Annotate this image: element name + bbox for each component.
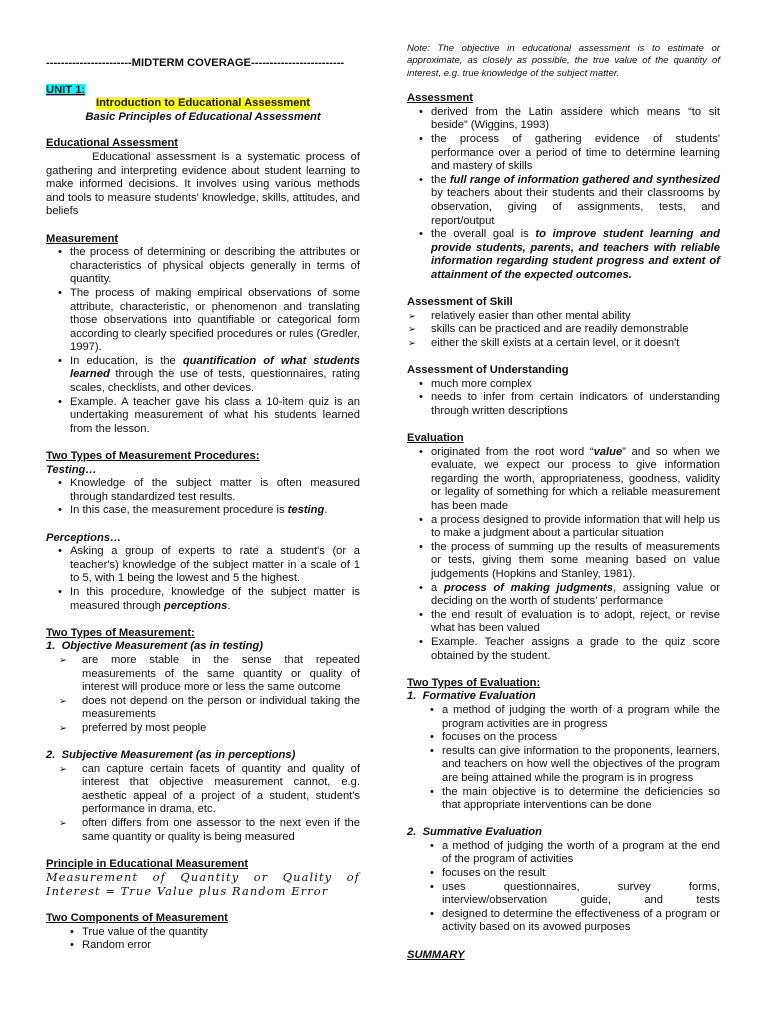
intro-title: Introduction to Educational Assessment (95, 97, 311, 110)
list-item: • In this case, the measurement procedure is testing. (46, 504, 360, 518)
note-paragraph: Note: The objective in educational assessment is to estimate or approximate, as closely as possible, the true value of the quantity of interest, e.g. true knowledge of the subject matter. (407, 43, 720, 79)
assessment-heading: Assessment (407, 92, 473, 105)
formula-line-1: Measurement of Quantity or Quality of (46, 870, 360, 885)
list-item: • results can give information to the proponents, learners, and teachers on how well the objectives of the program are being attained while the program is in progress (418, 745, 720, 786)
list-item: • designed to determine the effectiveness of a program or activity based on its avowed purposes (418, 908, 720, 935)
principle-heading: Principle in Educational Measurement (46, 857, 249, 870)
objective-measurement-title: 1. Objective Measurement (as in testing) (46, 640, 263, 653)
left-column (46, 57, 360, 953)
components-heading: Two Components of Measurement (46, 912, 228, 925)
objective-list (58, 654, 360, 736)
list-item: • a process of making judgments, assigning value or deciding on the worth of students' performance (407, 582, 720, 609)
list-item: • True value of the quantity (58, 926, 360, 940)
right-column (407, 43, 720, 962)
educational-assessment-heading: Educational Assessment (46, 137, 179, 150)
list-item: • a process designed to provide information that will help us to make a judgment about a particular situation (407, 514, 720, 541)
list-item: ➢ skills can be practiced and are readily demonstrable (407, 323, 720, 337)
list-item: • Knowledge of the subject matter is often measured through standardized test results. (46, 477, 360, 504)
list-item: • the process of summing up the results of measurements or tests, giving them some meaning based on value judgements (Hopkins and Stanley, 1981). (407, 541, 720, 582)
assessment-of-understanding-heading: Assessment of Understanding (407, 364, 569, 377)
evaluation-heading: Evaluation (407, 432, 464, 445)
evaluation-list (407, 446, 720, 664)
midterm-coverage-line: -----------------------MIDTERM COVERAGE------------------------- (46, 57, 345, 69)
understanding-list (407, 378, 720, 419)
subjective-measurement-title: 2. Subjective Measurement (as in perceptions) (46, 749, 296, 762)
list-item: • the overall goal is to improve student learning and provide students, parents, and teachers with reliable information regarding student progress and extent of attainment of the expected outcomes. (407, 228, 720, 282)
formative-list (418, 704, 720, 813)
list-item: • Example. A teacher gave his class a 10-item quiz is an undertaking measurement of what his students learned from the lesson. (46, 396, 360, 437)
summative-list (418, 840, 720, 935)
list-item: ➢ does not depend on the person or individual taking the measurements (58, 695, 360, 722)
list-item: • Example. Teacher assigns a grade to the quiz score obtained by the student. (407, 636, 720, 663)
list-item: • the full range of information gathered and synthesized by teachers about their students and their classrooms by observation, giving of assignments, tests, and report/output (407, 174, 720, 228)
list-item: • the process of gathering evidence of students' performance over a period of time to determine learning and mastery of skills (407, 133, 720, 174)
list-item: • the main objective is to determine the deficiencies so that appropriate interventions can be done (418, 786, 720, 813)
list-item: ➢ preferred by most people (58, 722, 360, 736)
list-item: • In education, is the quantification of what students learned through the use of tests, questionnaires, rating scales, checklists, and other devices. (46, 355, 360, 396)
list-item: ➢ relatively easier than other mental ability (407, 310, 720, 324)
perceptions-label: Perceptions… (46, 531, 122, 544)
measurement-heading: Measurement (46, 232, 119, 245)
educational-assessment-body: Educational assessment is a systematic process of gathering and interpreting evidence about student learning to make informed decisions. It involves using various methods and tools to measure students' knowledge, skills, attitudes, and beliefs (46, 150, 360, 218)
testing-list (46, 477, 360, 518)
types-of-evaluation-heading: Two Types of Evaluation: (407, 676, 541, 689)
assessment-list (407, 106, 720, 283)
formative-evaluation-title: 1. Formative Evaluation (407, 690, 536, 703)
types-of-measurement-heading: Two Types of Measurement: (46, 626, 195, 639)
list-item: • derived from the Latin assidere which means “to sit beside” (Wiggins, 1993) (407, 106, 720, 133)
assessment-of-skill-heading: Assessment of Skill (407, 296, 513, 309)
summary-heading: SUMMARY (407, 948, 465, 961)
testing-label: Testing… (46, 463, 97, 476)
components-list (58, 926, 360, 953)
subjective-list (58, 763, 360, 845)
list-item: • Random error (58, 939, 360, 953)
list-item: • uses questionnaires, survey forms, interview/observation guide, and tests (418, 881, 720, 908)
list-item: • a method of judging the worth of a program while the program activities are in progress (418, 704, 720, 731)
unit-label: UNIT 1: (46, 83, 86, 96)
formula-line-2: Interest = True Value plus Random Error (46, 884, 329, 899)
list-item: • much more complex (407, 378, 720, 392)
list-item: • focuses on the process (418, 731, 720, 745)
subtitle: Basic Principles of Educational Assessment (85, 110, 321, 123)
list-item: ➢ are more stable in the sense that repeated measurements of the same quantity or quality of interest will produce more or less the same outcome (58, 654, 360, 695)
summative-evaluation-title: 2. Summative Evaluation (407, 826, 542, 839)
list-item: • Asking a group of experts to rate a student's (or a teacher's) knowledge of the subject matter in a scale of 1 to 5, with 1 being the lowest and 5 the highest. (46, 545, 360, 586)
skill-list (407, 310, 720, 351)
list-item: • the end result of evaluation is to adopt, reject, or revise what has been valued (407, 609, 720, 636)
list-item: • The process of making empirical observations of some attribute, characteristic, or phenomenon and translating those observations into quantifiable or categorical form according to clearly specified procedures or rules (Gredler, 1997). (46, 287, 360, 355)
list-item: ➢ either the skill exists at a certain level, or it doesn't (407, 337, 720, 351)
list-item: • originated from the root word “value” and so when we evaluate, we expect our process to give information regarding the worth, appropriateness, goodness, validity or legality of something for which a reliable measurement has been made (407, 446, 720, 514)
list-item: ➢ can capture certain facets of quantity and quality of interest that objective measurement cannot, e.g. aesthetic appeal of a project of a student, student's performance in drama, etc. (58, 763, 360, 817)
list-item: ➢ often differs from one assessor to the next even if the same quantity or quality is being measured (58, 817, 360, 844)
procedures-heading: Two Types of Measurement Procedures: (46, 450, 260, 463)
list-item: • focuses on the result (418, 867, 720, 881)
list-item: • needs to infer from certain indicators of understanding through written descriptions (407, 391, 720, 418)
perceptions-list (46, 545, 360, 613)
list-item: • a method of judging the worth of a program at the end of the program of activities (418, 840, 720, 867)
measurement-list (46, 246, 360, 436)
list-item: • In this procedure, knowledge of the subject matter is measured through perceptions. (46, 586, 360, 613)
list-item: • the process of determining or describing the attributes or characteristics of physical objects generally in terms of quantity. (46, 246, 360, 287)
